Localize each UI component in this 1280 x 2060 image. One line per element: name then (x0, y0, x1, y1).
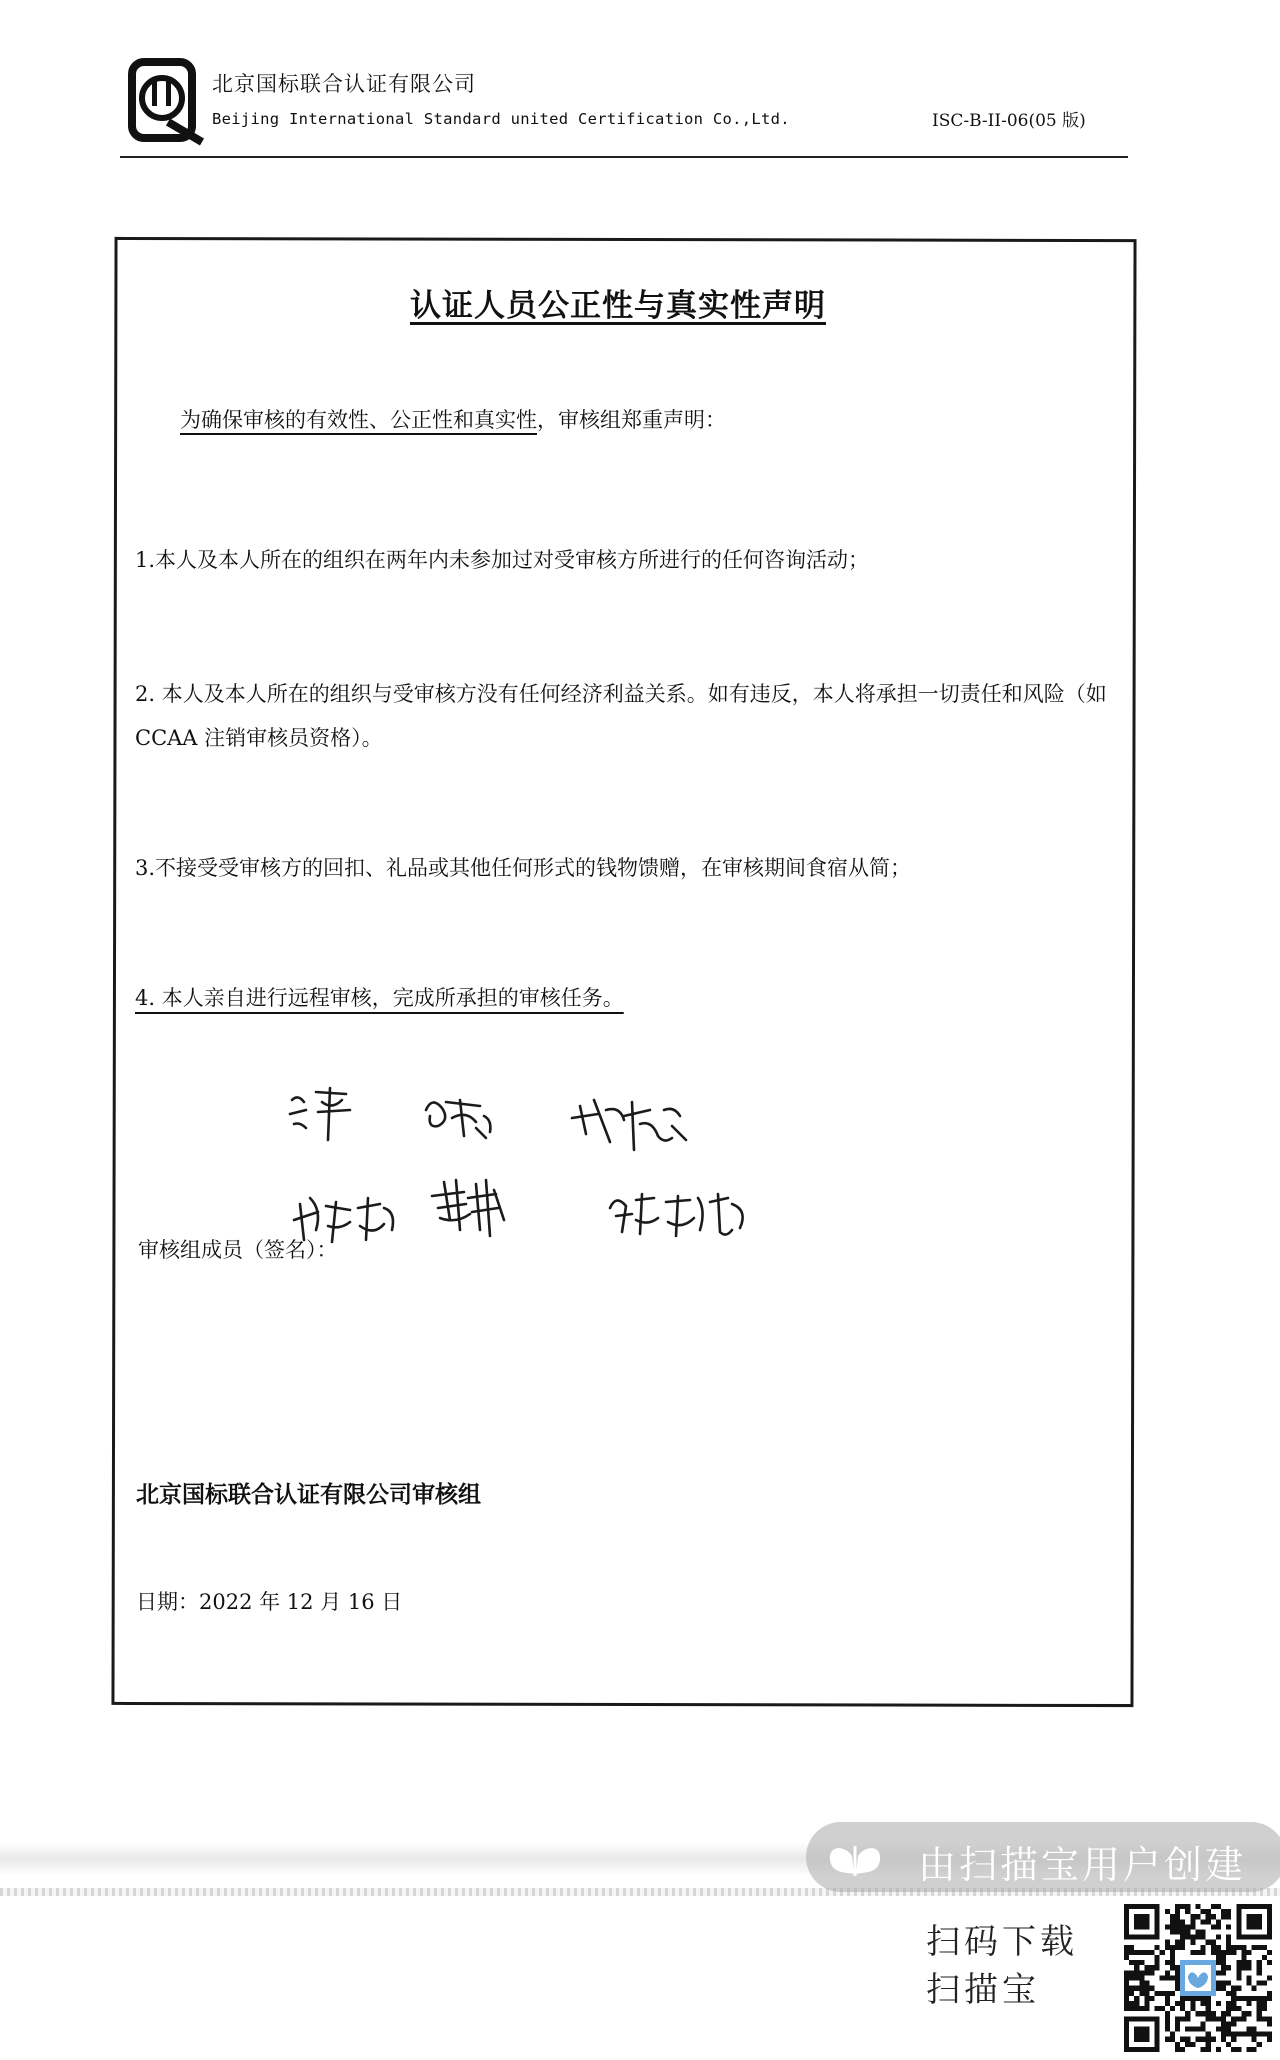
intro-underlined-text: 为确保审核的有效性、公正性和真实性 (180, 408, 537, 432)
signature-3 (572, 1100, 686, 1150)
download-line-1: 扫码下载 (926, 1922, 1078, 1962)
signature-2 (426, 1100, 490, 1138)
signature-label: 审核组成员（签名）： (138, 1238, 338, 1262)
declaration-item-3: 3.不接受受审核方的回扣、礼品或其他任何形式的钱物馈赠，在审核期间食宿从简； (135, 856, 912, 880)
handwritten-signatures (280, 1080, 800, 1270)
audit-team-name: 北京国标联合认证有限公司审核组 (136, 1482, 481, 1508)
declaration-item-1: 1.本人及本人所在的组织在两年内未参加过对受审核方所进行的任何咨询活动； (135, 548, 870, 572)
company-logo-icon (128, 58, 206, 146)
company-name-cn: 北京国标联合认证有限公司 (212, 72, 476, 96)
page-title: 认证人员公正性与真实性声明 (410, 288, 826, 324)
intro-statement (180, 404, 726, 434)
declaration-item-4: 4. 本人亲自进行远程审核，完成所承担的审核任务。 (135, 986, 624, 1010)
header-divider (120, 156, 1128, 158)
signature-1 (290, 1088, 350, 1140)
intro-rest-text: ，审核组郑重声明： (537, 408, 726, 432)
qr-code-icon[interactable] (1124, 1904, 1272, 2052)
download-line-2: 扫描宝 (926, 1970, 1040, 2010)
signature-5 (432, 1180, 504, 1236)
company-name-en: Beijing International Standard united Certification Co.,Ltd. (212, 110, 790, 128)
signature-6 (610, 1194, 743, 1236)
watermark-text: 由扫描宝用户创建 (918, 1843, 1247, 1887)
declaration-date: 日期：2022 年 12 月 16 日 (136, 1590, 403, 1614)
butterfly-icon (826, 1834, 882, 1880)
document-number: ISC-B-II-06(05 版) (932, 111, 1086, 131)
declaration-item-2: 2. 本人及本人所在的组织与受审核方没有任何经济利益关系。如有违反，本人将承担一切责任和风险（如 CCAA 注销审核员资格）。 (135, 682, 1107, 750)
